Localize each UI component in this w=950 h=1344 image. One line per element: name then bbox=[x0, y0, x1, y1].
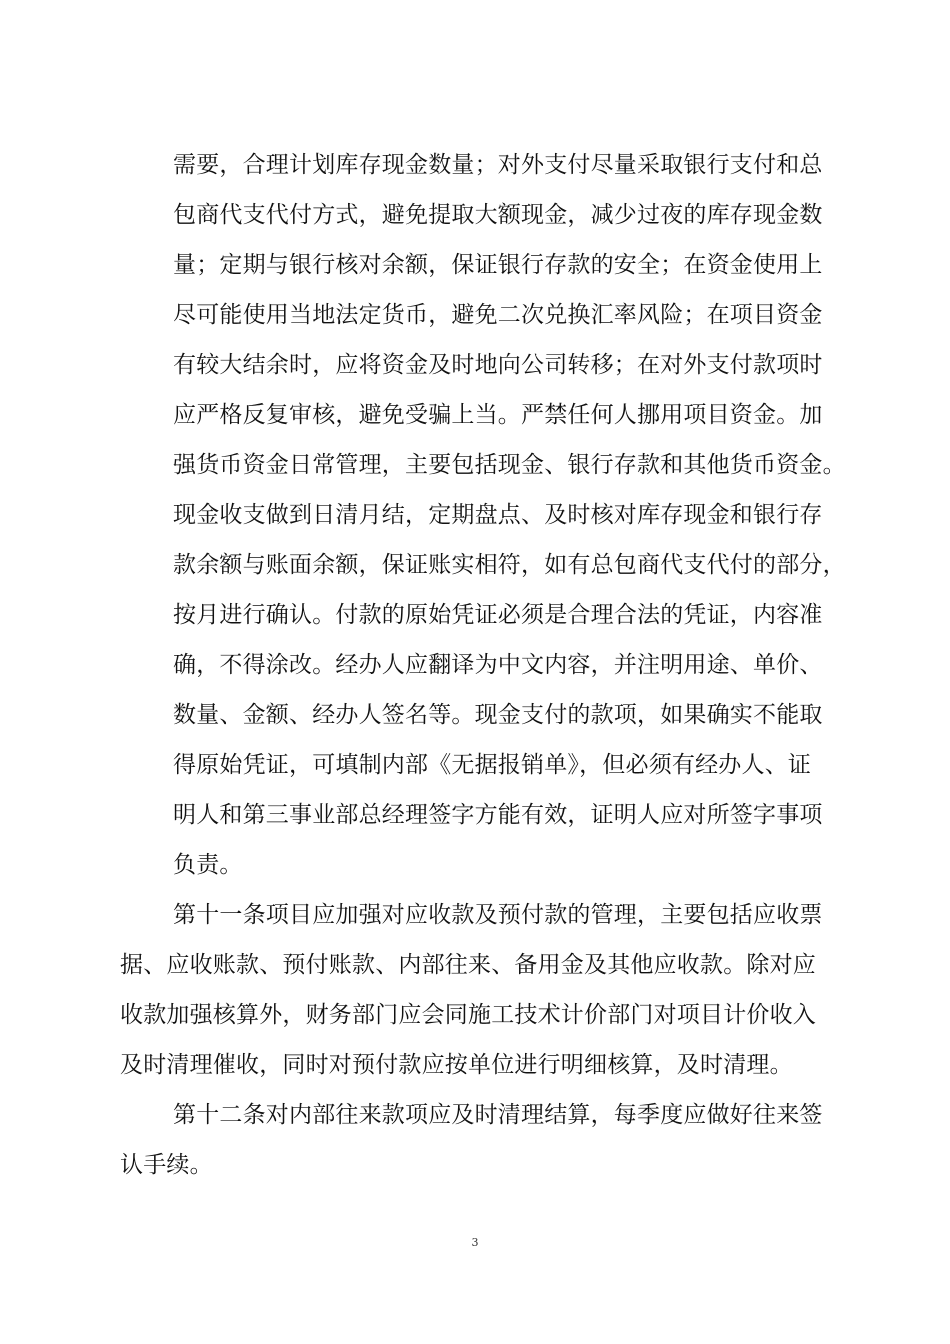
paragraph-line: 有较大结余时，应将资金及时地向公司转移；在对外支付款项时 bbox=[173, 352, 823, 378]
paragraph-line: 包商代支代付方式，避免提取大额现金，减少过夜的库存现金数 bbox=[173, 202, 823, 228]
article-11-line: 及时清理催收，同时对预付款应按单位进行明细核算，及时清理。 bbox=[120, 1052, 793, 1078]
paragraph-line: 应严格反复审核，避免受骗上当。严禁任何人挪用项目资金。加 bbox=[173, 402, 823, 428]
paragraph-line: 确，不得涂改。经办人应翻译为中文内容，并注明用途、单价、 bbox=[173, 652, 823, 678]
paragraph-line: 款余额与账面余额，保证账实相符，如有总包商代支代付的部分， bbox=[173, 552, 846, 578]
paragraph-line: 负责。 bbox=[173, 852, 243, 878]
article-11-line: 收款加强核算外，财务部门应会同施工技术计价部门对项目计价收入 bbox=[120, 1002, 816, 1028]
article-12-line: 认手续。 bbox=[120, 1152, 213, 1178]
paragraph-line: 现金收支做到日清月结，定期盘点、及时核对库存现金和银行存 bbox=[173, 502, 823, 528]
paragraph-line: 数量、金额、经办人签名等。现金支付的款项，如果确实不能取 bbox=[173, 702, 823, 728]
article-11-first-line: 第十一条项目应加强对应收款及预付款的管理，主要包括应收票 bbox=[173, 902, 823, 928]
paragraph-line: 明人和第三事业部总经理签字方能有效，证明人应对所签字事项 bbox=[173, 802, 823, 828]
article-11-line: 据、应收账款、预付账款、内部往来、备用金及其他应收款。除对应 bbox=[120, 952, 816, 978]
paragraph-line: 量；定期与银行核对余额，保证银行存款的安全；在资金使用上 bbox=[173, 252, 823, 278]
page-number: 3 bbox=[471, 1236, 479, 1249]
paragraph-line: 强货币资金日常管理，主要包括现金、银行存款和其他货币资金。 bbox=[173, 452, 846, 478]
paragraph-line: 需要，合理计划库存现金数量；对外支付尽量采取银行支付和总 bbox=[173, 152, 823, 178]
article-12-first-line: 第十二条对内部往来款项应及时清理结算，每季度应做好往来签 bbox=[173, 1102, 823, 1128]
paragraph-line: 得原始凭证，可填制内部《无据报销单》，但必须有经办人、证 bbox=[173, 752, 812, 778]
paragraph-line: 尽可能使用当地法定货币，避免二次兑换汇率风险；在项目资金 bbox=[173, 302, 823, 328]
paragraph-line: 按月进行确认。付款的原始凭证必须是合理合法的凭证，内容准 bbox=[173, 602, 823, 628]
